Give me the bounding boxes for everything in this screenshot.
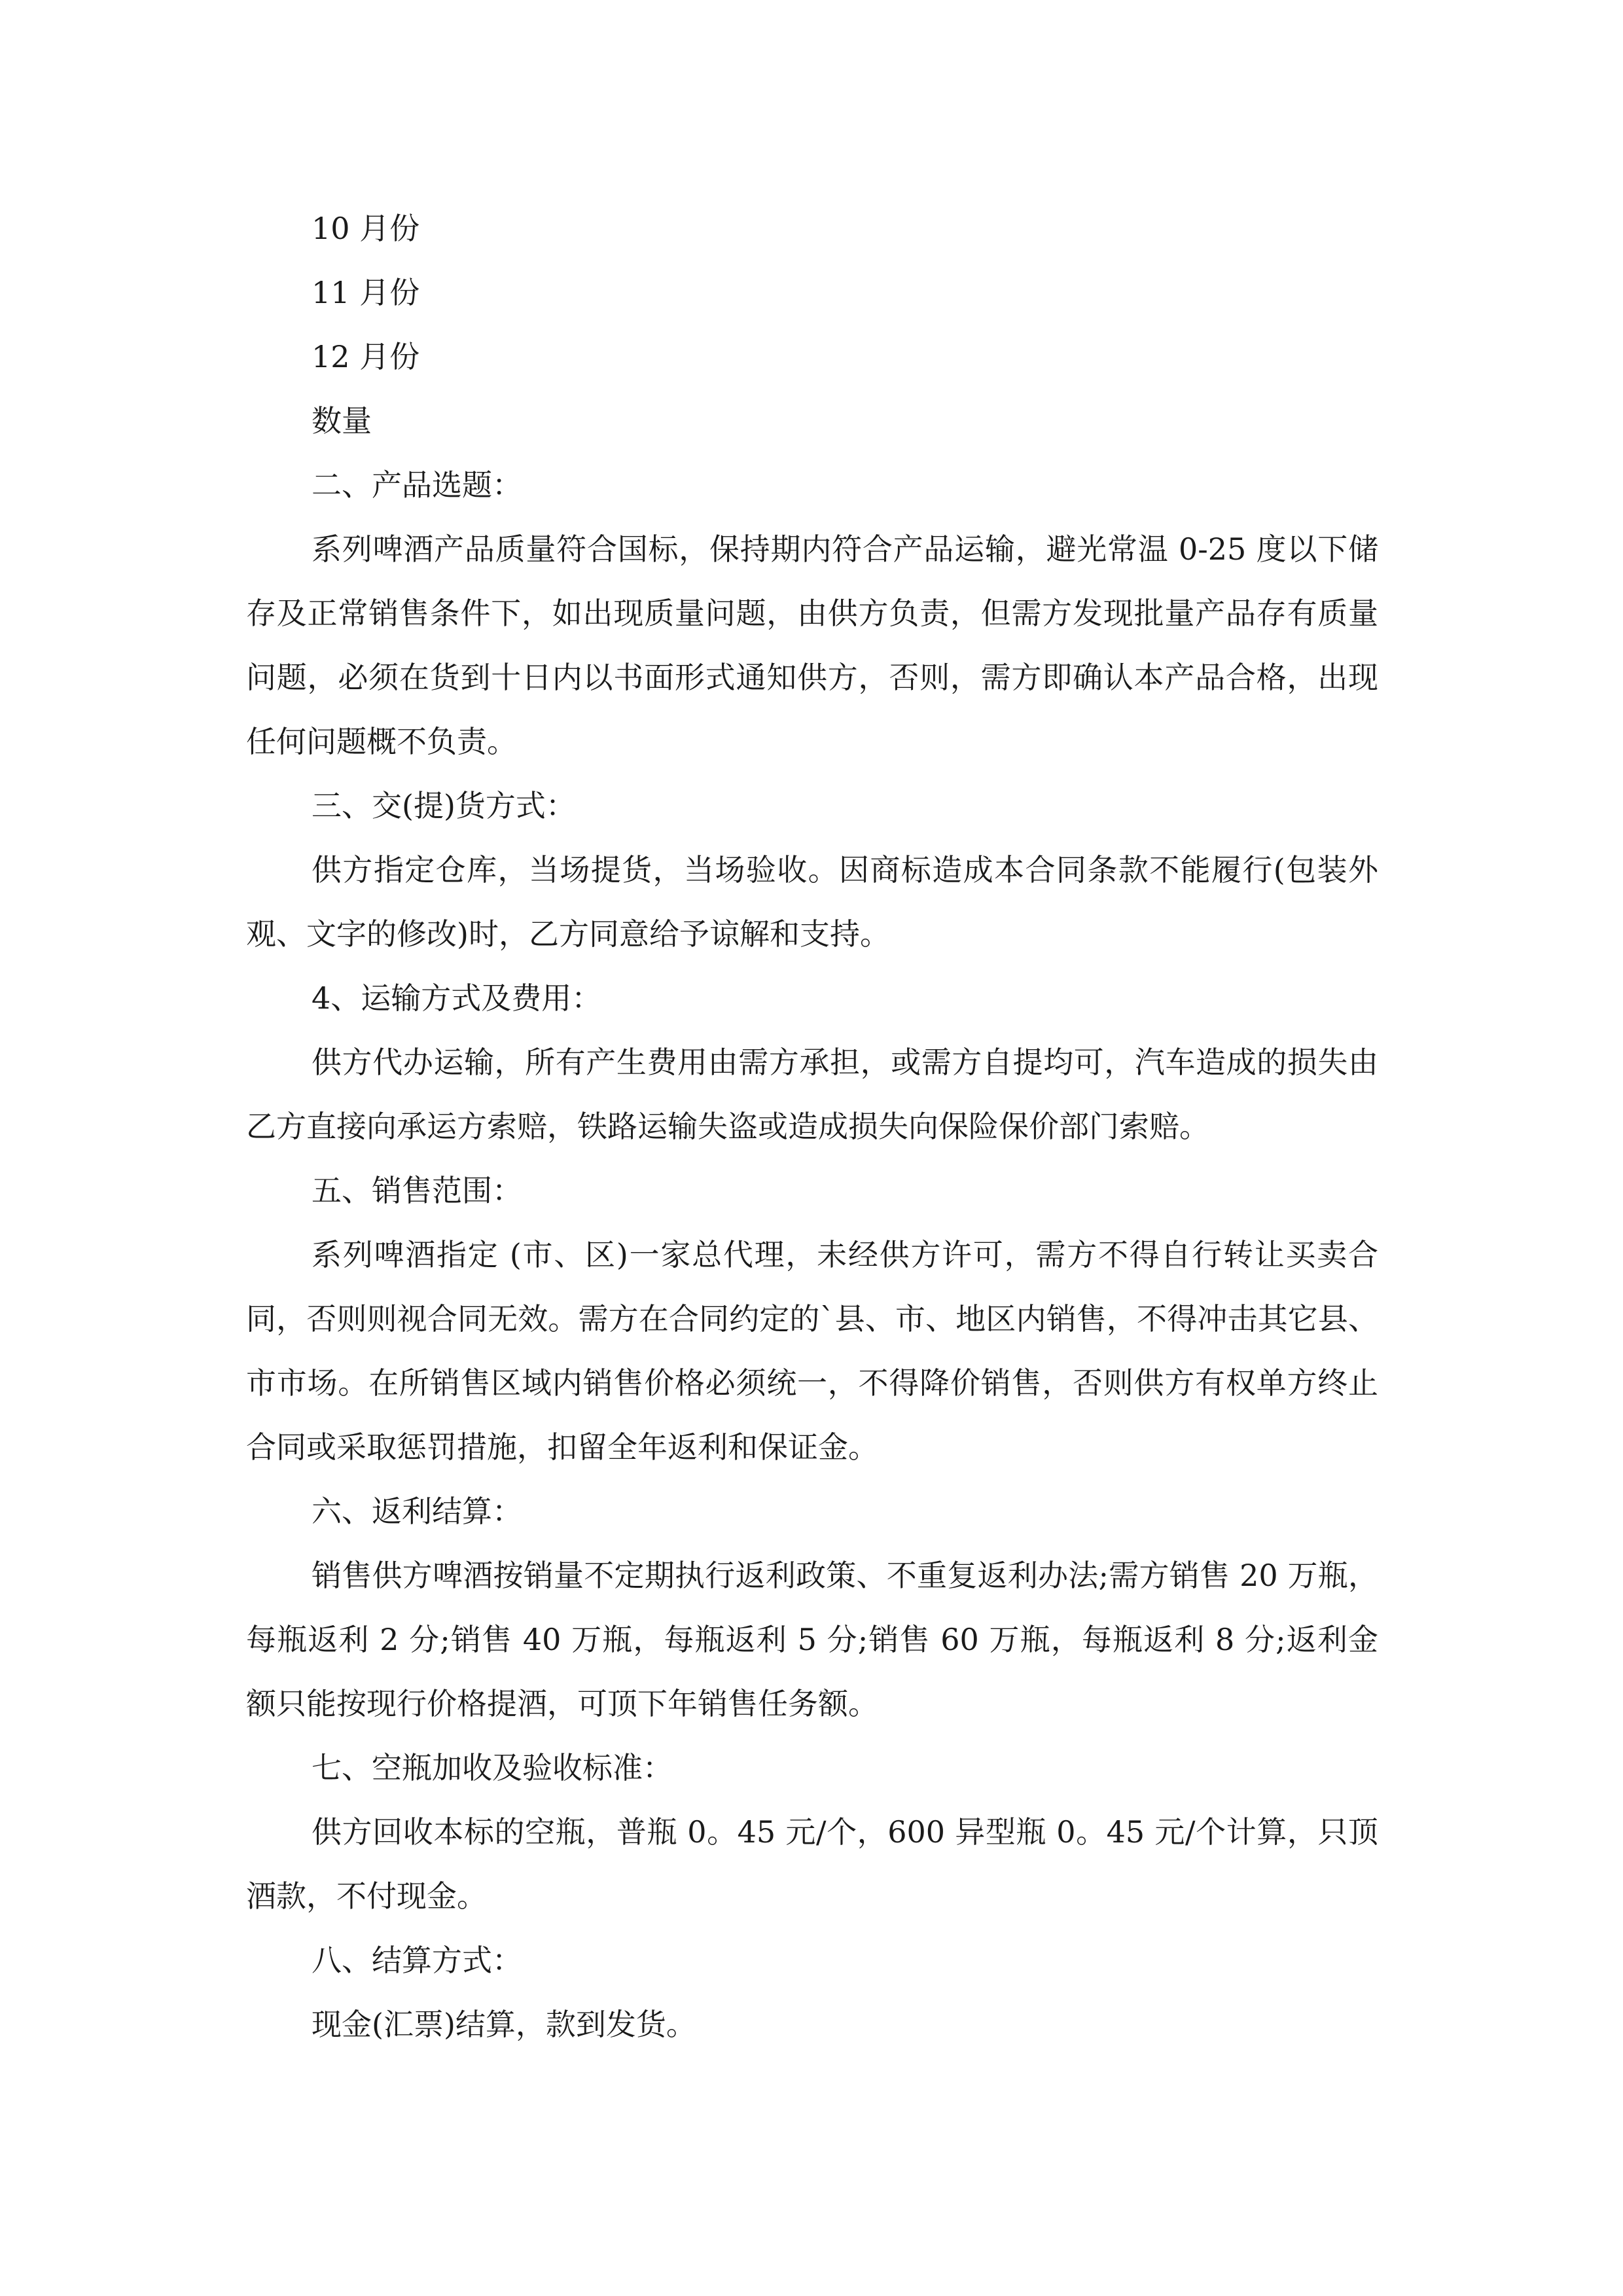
section-heading-rebate: 六、返利结算： <box>312 1494 522 1529</box>
section-heading-quality: 二、产品选题： <box>312 467 522 503</box>
section-body-sales-area: 系列啤酒指定 (市、区)一家总代理，未经供方许可，需方不得自行转让买卖合同，否则则视合同无效。需方在合同约定的`县、市、地区内销售，不得冲击其它县、市市场。在所销售区域内销售价格必须统一，不得降价销售，否则供方有权单方终止合同或采取惩罚措施，扣留全年返利和保证金。 <box>246 1237 1378 1465</box>
section-body-transport: 供方代办运输，所有产生费用由需方承担，或需方自提均可，汽车造成的损失由乙方直接向承运方索赔，铁路运输失盗或造成损失向保险保价部门索赔。 <box>246 1045 1378 1144</box>
section-heading-transport: 4、运输方式及费用： <box>312 980 602 1016</box>
section-body-delivery: 供方指定仓库，当场提货，当场验收。因商标造成本合同条款不能履行(包装外观、文字的修改)时，乙方同意给予谅解和支持。 <box>246 852 1378 952</box>
section-body-quality: 系列啤酒产品质量符合国标，保持期内符合产品运输，避光常温 0-25 度以下储存及正常销售条件下，如出现质量问题，由供方负责，但需方发现批量产品存有质量问题，必须在货到十日内以书面形式通知供方，否则，需方即确认本产品合格，出现任何问题概不负责。 <box>246 531 1378 759</box>
section-body-settlement: 现金(汇票)结算，款到发货。 <box>312 2007 696 2042</box>
section-heading-empty-bottles: 七、空瓶加收及验收标准： <box>312 1750 673 1785</box>
month-item-nov: 11 月份 <box>312 275 420 310</box>
section-body-empty-bottles: 供方回收本标的空瓶，普瓶 0。45 元/个，600 异型瓶 0。45 元/个计算，只顶酒款，不付现金。 <box>246 1814 1378 1914</box>
quantity-label: 数量 <box>312 403 372 439</box>
section-heading-settlement: 八、结算方式： <box>312 1943 522 1978</box>
month-item-oct: 10 月份 <box>312 211 420 246</box>
section-body-rebate: 销售供方啤酒按销量不定期执行返利政策、不重复返利办法;需方销售 20 万瓶，每瓶返利 2 分;销售 40 万瓶，每瓶返利 5 分;销售 60 万瓶，每瓶返利 8 分;返利金额只能按现行价格提酒，可顶下年销售任务额。 <box>246 1558 1378 1721</box>
month-item-dec: 12 月份 <box>312 339 420 374</box>
section-heading-delivery: 三、交(提)货方式： <box>312 788 576 823</box>
document-body <box>246 196 1378 2056</box>
section-heading-sales-area: 五、销售范围： <box>312 1173 522 1208</box>
